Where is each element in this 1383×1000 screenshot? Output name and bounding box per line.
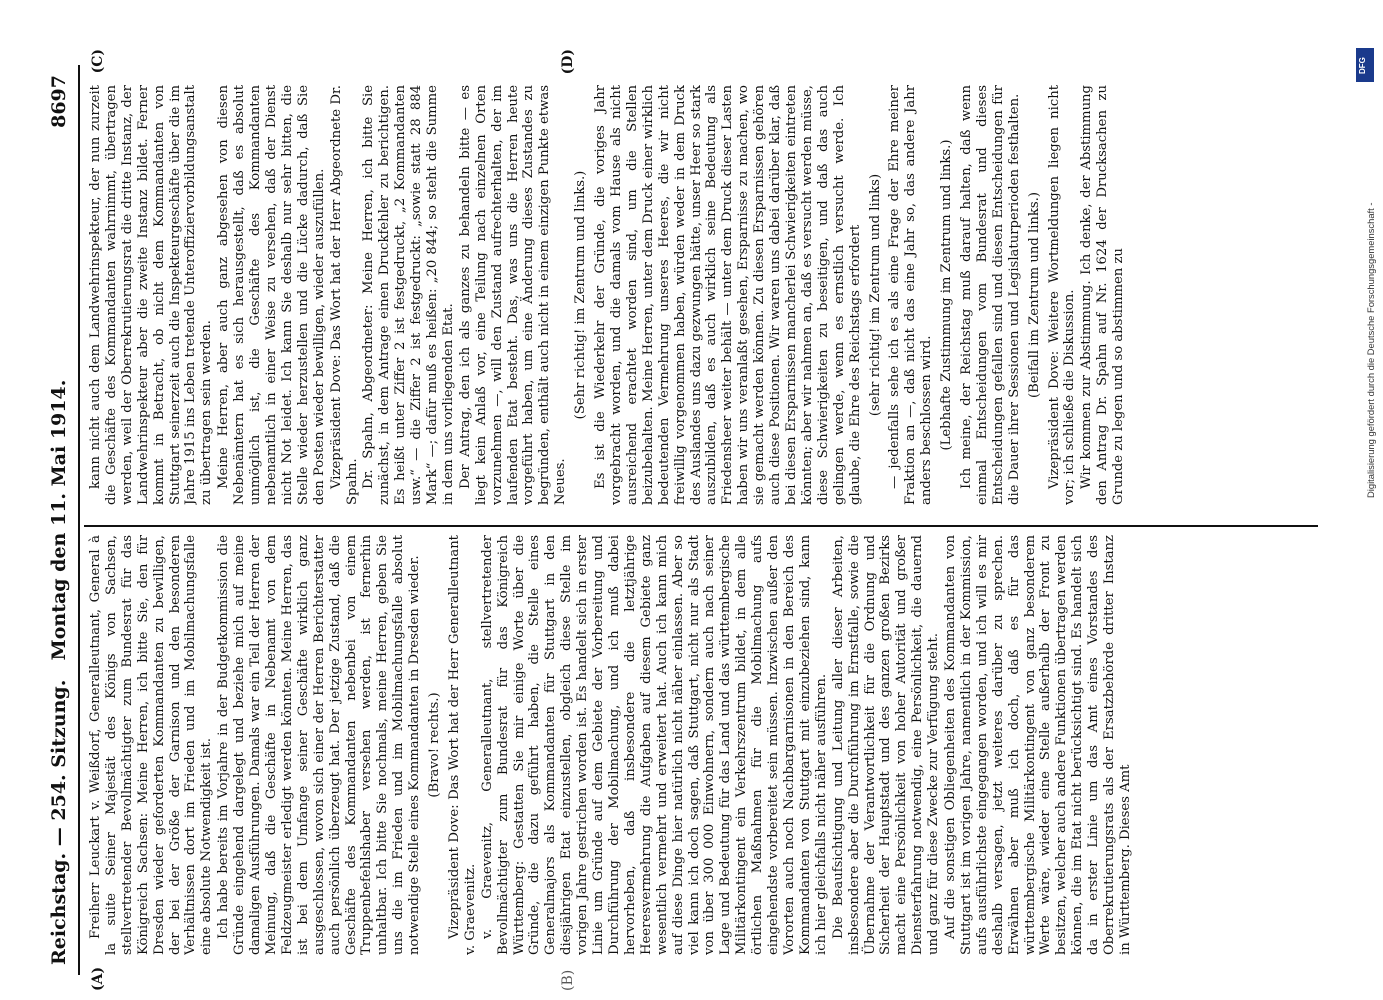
paragraph: Ich meine, der Reichstag muß darauf halten, daß wenn einmal Entscheidungen vom Bundesrat und dieses Entscheidungen gefallen sind und diesen Entscheidungen für die Dauer ihrer Sessionen und Legislaturperioden festhalten. (959, 85, 1022, 505)
paragraph: Ich habe bereits im Vorjahre in der Budgetkommission die Gründe eingehend dargelegt und beziehe mich auf meine damaligen Ausführungen. Damals war ein Teil der Herren der Meinung, daß die Geschäfte in Nebenamt von dem Feldzeugmeister erledigt werden könnten. Meine Herren, das ist bei dem Umfange seiner Geschäfte wirklich ganz ausgeschlossen, wovon sich einer der Herren Berichterstatter auch persönlich überzeugt hat. Der jetzige Zustand, daß die Geschäfte des Kommandanten nebenbei von einem Truppenbefehlshaber versehen werden, ist fernerhin unhaltbar. Ich bitte Sie nochmals, meine Herren, geben Sie uns die im Frieden und im Mobilmachungsfalle absolut notwendige Stelle eines Kommandanten in Dresden wieder. (216, 535, 423, 955)
margin-mark-c: (C) (90, 49, 106, 74)
paragraph: Die Beaufsichtigung und Leitung aller dieser Arbeiten, insbesondere aber die Durchführung im Ernstfalle, sowie die Übernahme der Verantwortlichkeit für die Ordnung und Sicherheit der Hauptstadt und des ganzen großen Bezirks macht eine Persönlichkeit von hoher Autorität und großer Diensterfahrung notwendig, eine Persönlichkeit, die dauernd und ganz für diese Zwecke zur Verfügung steht. (830, 535, 942, 955)
page-header (48, 75, 74, 965)
applause-note: (Bravo! rechts.) (427, 692, 443, 798)
interjection: (Sehr richtig! im Zentrum und links.) (573, 170, 589, 420)
paragraph: Wir kommen zur Abstimmung. Ich denke, der Abstimmung den Antrag Dr. Spahn auf Nr. 1624 der Drucksachen zu Grunde zu legen und so abstimmen zu (1079, 85, 1127, 505)
document-page (40, 45, 1330, 995)
interjection: (sehr richtig! im Zentrum und links) (867, 173, 883, 417)
paragraph: Meine Herren, aber auch ganz abgesehen von diesen Nebenämtern hat es sich herausgestellt, daß es absolut unmöglich ist, die Geschäfte des Kommandanten nebenamtlich in einer Weise zu versehen, daß der Dienst nicht Not leidet. Ich kann Sie deshalb nur sehr bitten, die Stelle wieder herzustellen und die Lücke dadurch, daß Sie den Posten wieder bewilligen, wieder auszufüllen. (216, 85, 327, 505)
paragraph: Freiherr Leuckart v. Weißdorf, Generalleutnant, General à la suite Seiner Majestät des Königs von Sachsen, stellvertretender Bevollmächtigter zum Bundesrat für das Königreich Sachsen: Meine Herren, ich bitte Sie, den für Dresden wieder geforderten Kommandanten zu bewilligen, der bei der Größe der Garnison und den besonderen Verhältnissen dort im Frieden und im Mobilmachungsfalle eine absolute Notwendigkeit ist. (88, 535, 215, 955)
paragraph: — jedenfalls sehe ich es als eine Frage der Ehre meiner Fraktion an —, daß nicht das eine Jahr so, das andere Jahr anders beschlossen wird. (887, 85, 935, 505)
paragraph: Dr. Spahn, Abgeordneter: Meine Herren, ich bitte Sie zunächst, in dem Antrage einen Druckfehler zu berichtigen. Es heißt unter Ziffer 2 ist festgedruckt, „2 Kommandanten usw.“ — die Ziffer 2 ist festgedruckt: „sowie statt 28 884 Mark“ —; dafür muß es heißen: „20 844; so steht die Summe in dem uns vorliegenden Etat. (361, 85, 456, 505)
paragraph: Vizepräsident Dove: Das Wort hat der Herr Generalleutnant v. Graevenitz. (446, 535, 478, 955)
paragraph: Auf die sonstigen Obliegenheiten des Kommandanten von Stuttgart ist im vorigen Jahre, namentlich in der Kommission, aufs ausführlichste eingegangen worden, und ich will es mir deshalb versagen, jetzt weiteres darüber zu sprechen. Erwähnen aber muß ich doch, daß es für das württembergische Militärkontingent von ganz besonderem Werte wäre, wieder eine Stelle außerhalb der Front zu besitzen, welcher auch andere Funktionen übertragen werden können, die im Etat nicht berücksichtigt sind. Es handelt sich da in erster Linie um das Amt eines Vorstandes des Oberrekrutierungsrats als der Ersatzbehörde dritter Instanz in Württemberg. Dieses Amt (943, 535, 1133, 955)
header-date: Montag den 11. Mai 1914. (48, 379, 70, 661)
paragraph: Der Antrag, den ich als ganzes zu behandeln bitte — es liegt kein Anlaß vor, eine Teilung nach einzelnen Orten vorzunehmen —, will den Zustand aufrechterhalten, der im laufenden Etat besteht. Das, was uns die Herren heute vorgeführt haben, um eine Änderung dieses Zustandes zu begründen, enthält auch nicht in einem einzigen Punkte etwas Neues. (457, 85, 569, 505)
page-number: 8697 (48, 75, 70, 128)
margin-mark-a: (A) (90, 966, 106, 991)
paragraph: Vizepräsident Dove: Weitere Wortmeldungen liegen nicht vor; ich schließe die Diskussion. (1046, 85, 1078, 505)
dfg-logo-icon: DFG (1356, 48, 1374, 82)
column-rule (84, 525, 1318, 527)
paragraph: kann nicht auch dem Landwehrinspekteur, der nun zurzeit die Geschäfte des Kommandanten wahrnimmt, übertragen werden, weil der Oberrekrutierungsrat die dritte Instanz, der Landwehrinspekteur aber die zweite Instanz bildet. Ferner kommt in Betracht, ob nicht dem Kommandanten von Stuttgart seinerzeit auch die Inspekteurgeschäfte über die im Jahre 1915 ins Leben tretende Unteroffiziervorbildungsanstalt zu übertragen sein werden. (88, 85, 215, 505)
digitization-stamp (1352, 48, 1377, 618)
margin-mark-b: (B) (560, 969, 576, 991)
paragraph: Es ist die Wiederkehr der Gründe, die voriges Jahr vorgebracht worden, und die damals vom Hause als nicht ausreichend erachtet worden sind, um die Stellen beizubehalten. Meine Herren, unter dem Druck einer wirklich bedeutenden Vermehrung unseres Heeres, die wir nicht freiwillig vorgenommen haben, würden weder in dem Druck des Auslandes uns dazu gezwungen hätte, unser Heer so stark auszubilden, daß es auch wirklich seine Bedeutung als Friedensheer weiter behält — unter dem Druck dieser Lasten haben wir uns veranlaßt gesehen, Ersparnisse zu machen, wo sie gemacht werden können. Zu diesen Ersparnissen gehören auch diese Positionen. Wir waren uns dabei darüber klar, daß bei diesen Ersparnissen mancherlei Schwierigkeiten eintreten könnten; aber wir nahmen an, daß es versucht werden müsse, diese Schwierigkeiten zu beseitigen, und daß das auch gelingen werde, wenn es ernstlich versucht werde. Ich glaube, die Ehre des Reichstags erfordert (593, 85, 863, 505)
header-session: Reichstag. — 254. Sitzung. (48, 679, 70, 965)
paragraph: Vizepräsident Dove: Das Wort hat der Herr Abgeordnete Dr. Spahn. (328, 85, 360, 505)
left-column (88, 535, 1320, 955)
interjection: (Beifall im Zentrum und links.) (1026, 191, 1042, 399)
paragraph: v. Graevenitz, Generalleutnant, stellvertretender Bevollmächtigter zum Bundesrat für das Königreich Württemberg: Gestatten Sie mir einige Worte über die Gründe, die dazu geführt haben, die Stelle eines Generalmajors als Kommandanten für Stuttgart in den diesjährigen Etat einzustellen, obgleich diese Stelle im vorigen Jahre gestrichen worden ist. Es handelt sich in erster Linie um Gründe auf dem Gebiete der Vorbereitung und Durchführung der Mobilmachung, und ich muß dabei hervorheben, daß insbesondere die letztjährige Heeresvermehrung die Aufgaben auf diesem Gebiete ganz wesentlich vermehrt und erweitert hat. Auch ich kann mich auf diese Dinge hier natürlich nicht näher einlassen. Aber so viel kann ich doch sagen, daß Stuttgart, nicht nur als Stadt von über 300 000 Einwohnern, sondern auch nach seiner Lage und Bedeutung für das Land und das württembergische Militärkontingent ein Verkehrszentrum bildet, in dem alle örtlichen Maßnahmen für die Mobilmachung aufs eingehendste vorbereitet sein müssen. Inzwischen außer den Vororten auch noch Nachbargarnisonen in den Bereich des Kommandanten von Stuttgart mit einzubeziehen sind, kann ich hier gleichfalls nicht näher ausführen. (479, 535, 829, 955)
right-column (88, 85, 1320, 505)
interjection: (Lebhafte Zustimmung im Zentrum und links.) (939, 139, 955, 451)
digitization-note: Digitalisierung gefördert durch die Deutsche Forschungsgemeinschaft - (1365, 202, 1376, 498)
header-rule (78, 65, 80, 975)
margin-mark-d: (D) (560, 49, 576, 75)
